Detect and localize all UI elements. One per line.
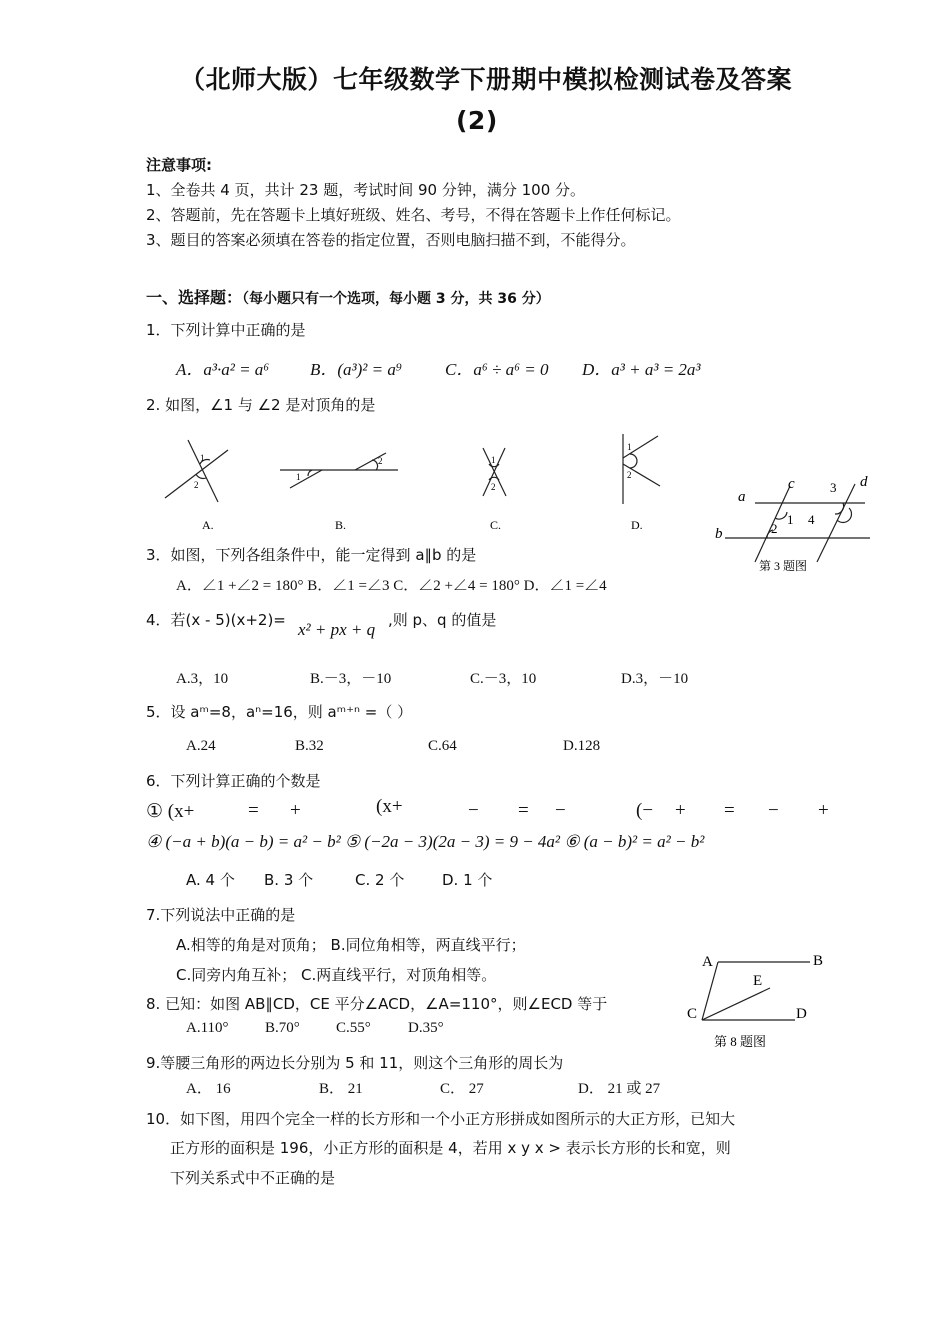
q2-figure-a: [165, 440, 228, 502]
q6-item-2-c: =: [518, 800, 529, 821]
fig3-angle-1: 1: [787, 512, 794, 527]
q2-c-angle-2: 2: [491, 482, 496, 492]
q6-item-1-c: +: [290, 800, 301, 821]
q7-stem: 7.下列说法中正确的是: [146, 906, 296, 924]
q1-stem: 1．下列计算中正确的是: [146, 321, 306, 339]
q8-option-d: D.35°: [408, 1020, 444, 1036]
fig3-angle-4: 4: [808, 512, 815, 527]
q2-label-a: A.: [202, 518, 214, 532]
q6-item-3-a: (−: [636, 800, 654, 821]
q4-stem-a: 4．若(x - 5)(x+2)=: [146, 611, 286, 629]
q6-item-1-b: =: [248, 800, 259, 821]
q2-d-angle-2: 2: [627, 470, 632, 480]
q3-options: A．∠1 +∠2 = 180° B．∠1 =∠3 C．∠2 +∠4 = 180° D．∠1 =∠4: [176, 578, 607, 594]
q6-item-2-d: −: [555, 800, 566, 821]
q6-option-b: B. 3 个: [264, 871, 314, 889]
q6-option-d: D. 1 个: [442, 871, 493, 889]
q2-stem: 2. 如图，∠1 与 ∠2 是对顶角的是: [146, 396, 376, 414]
q1-option-a: A．a³·a² = a⁶: [176, 360, 270, 379]
section-1-note: （每小题只有一个选项，每小题 3 分，共 36 分）: [242, 291, 550, 307]
q5-option-a: A.24: [186, 738, 216, 754]
q6-item-3-d: −: [768, 800, 779, 821]
q3-stem: 3．如图，下列各组条件中，能一定得到 a∥b 的是: [146, 546, 477, 564]
q8-option-a: A.110°: [186, 1020, 229, 1036]
q6-item-3-e: +: [818, 800, 829, 821]
notes-item-2: 2、答题前，先在答题卡上填好班级、姓名、考号，不得在答题卡上作任何标记。: [146, 206, 681, 224]
q9-stem: 9.等腰三角形的两边长分别为 5 和 11，则这个三角形的周长为: [146, 1054, 564, 1072]
q5-option-d: D.128: [563, 738, 601, 754]
fig8-label-e: E: [753, 973, 763, 989]
q9-option-d: D． 21 或 27: [578, 1081, 661, 1097]
notes-item-3: 3、题目的答案必须填在答卷的指定位置，否则电脑扫描不到，不能得分。: [146, 231, 636, 249]
q8-stem: 8. 已知：如图 AB∥CD，CE 平分∠ACD，∠A=110°，则∠ECD 等于: [146, 995, 608, 1013]
q2-d-angle-1: 1: [627, 442, 632, 452]
q4-expression: x² + px + q: [298, 620, 376, 639]
q10-line-1: 10．如下图，用四个完全一样的长方形和一个小正方形拼成如图所示的大正方形，已知大: [146, 1110, 736, 1128]
section-1-header: [146, 285, 550, 308]
q7-options-ab: A.相等的角是对顶角； B.同位角相等，两直线平行；: [176, 936, 526, 954]
section-1-title: 一、选择题：: [146, 288, 243, 307]
q6-stem: 6．下列计算正确的个数是: [146, 772, 321, 790]
q2-a-angle-1: 1: [200, 453, 205, 463]
q5-stem: 5．设 aᵐ=8，aⁿ=16，则 aᵐ⁺ⁿ =（ ）: [146, 703, 413, 721]
fig3-label-d: d: [860, 474, 868, 490]
q4-option-a: A.3，10: [176, 671, 229, 687]
fig8-diagram: [680, 948, 840, 1058]
q6-item-3-b: +: [675, 800, 686, 821]
fig8-label-a: A: [702, 954, 713, 970]
page-title: （北师大版）七年级数学下册期中模拟检测试卷及答案: [180, 65, 793, 94]
fig8-label-c: C: [687, 1006, 698, 1022]
q6-item-2-b: −: [468, 800, 479, 821]
q4-stem-b: ,则 p、q 的值是: [388, 611, 497, 629]
q6-items-4-6: ④ (−a + b)(a − b) = a² − b² ⑤ (−2a − 3)(2a − 3) = 9 − 4a² ⑥ (a − b)² = a² − b²: [146, 832, 705, 851]
q10-line-3: 下列关系式中不正确的是: [170, 1169, 336, 1187]
q2-a-angle-2: 2: [194, 480, 199, 490]
q4-option-b: B.－3，－10: [310, 671, 392, 687]
q4-option-d: D.3，－10: [621, 671, 689, 687]
q6-item-2-a: (x+: [376, 796, 403, 817]
q7-options-cd: C.同旁内角互补； C.两直线平行，对顶角相等。: [176, 966, 497, 984]
q8-option-b: B.70°: [265, 1020, 300, 1036]
fig8-caption: 第 8 题图: [714, 1034, 767, 1049]
q1-option-c: C．a⁶ ÷ a⁶ = 0: [445, 360, 549, 379]
q2-figures: [150, 428, 690, 538]
q9-option-a: A． 16: [186, 1081, 231, 1097]
q10-line-2: 正方形的面积是 196，小正方形的面积是 4，若用 x y x > 表示长方形的长和宽，则: [170, 1139, 731, 1157]
fig8-label-d: D: [796, 1006, 807, 1022]
page-title-number: (2): [456, 106, 498, 135]
q2-label-b: B.: [335, 518, 347, 532]
fig8-label-b: B: [813, 953, 824, 969]
fig3-angle-3: 3: [830, 480, 837, 495]
fig3-label-b: b: [715, 526, 723, 542]
q4-option-c: C.－3，10: [470, 671, 537, 687]
q1-option-b: B．(a³)² = a⁹: [310, 360, 402, 379]
q5-option-c: C.64: [428, 738, 457, 754]
q6-item-3-c: =: [724, 800, 735, 821]
notes-heading: 注意事项:: [146, 156, 212, 174]
q2-label-d: D.: [631, 518, 643, 532]
q6-option-c: C. 2 个: [355, 871, 405, 889]
fig3-diagram: [705, 472, 885, 582]
q9-option-c: C． 27: [440, 1081, 484, 1097]
q6-option-a: A. 4 个: [186, 871, 235, 889]
q8-option-c: C.55°: [336, 1020, 371, 1036]
q2-c-angle-1: 1: [491, 455, 496, 465]
fig3-label-a: a: [738, 489, 746, 505]
fig3-angle-2: 2: [771, 521, 778, 536]
fig3-label-c: c: [788, 476, 795, 492]
q1-option-d: D．a³ + a³ = 2a³: [582, 360, 701, 379]
q6-item-1-a: ① (x+: [146, 801, 195, 822]
q2-b-angle-2: 2: [378, 456, 383, 466]
q2-label-c: C.: [490, 518, 502, 532]
q2-b-angle-1: 1: [296, 472, 301, 482]
q9-option-b: B． 21: [319, 1081, 363, 1097]
fig3-caption: 第 3 题图: [759, 559, 808, 573]
notes-item-1: 1、全卷共 4 页，共计 23 题，考试时间 90 分钟，满分 100 分。: [146, 181, 586, 199]
q5-option-b: B.32: [295, 738, 324, 754]
